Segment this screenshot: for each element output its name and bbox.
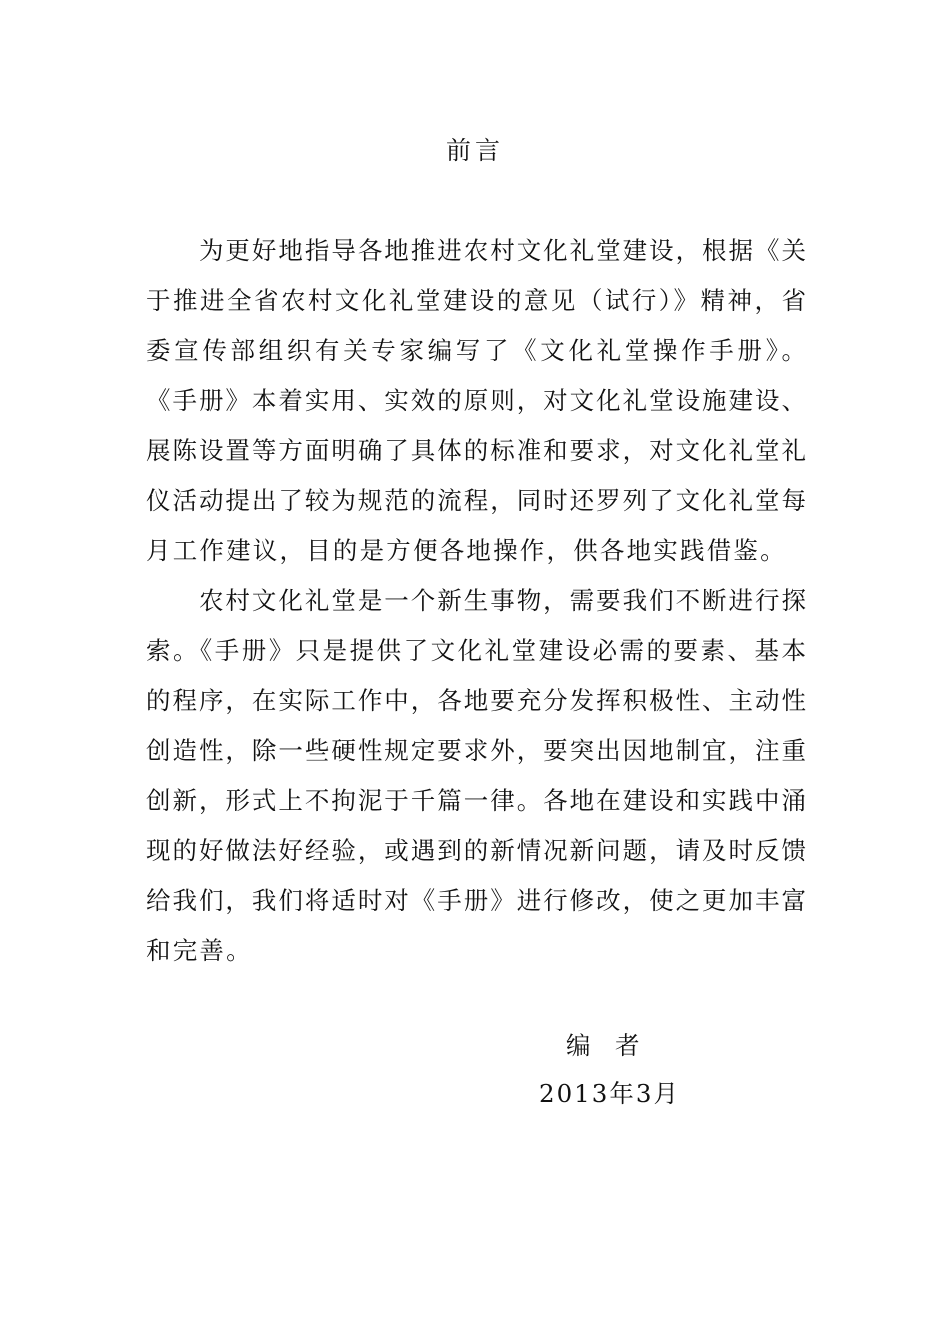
text-line: 为更好地指导各地推进农村文化礼堂建设，根据《关 bbox=[146, 236, 806, 265]
text-line: 农村文化礼堂是一个新生事物，需要我们不断进行探 bbox=[146, 586, 806, 615]
text-line: 月工作建议，目的是方便各地操作，供各地实践借鉴。 bbox=[146, 536, 787, 565]
page-title: 前言 bbox=[445, 136, 504, 165]
text-line: 现的好做法好经验，或遇到的新情况新问题，请及时反馈 bbox=[146, 836, 806, 865]
text-line: 创新，形式上不拘泥于千篇一律。各地在建设和实践中涌 bbox=[146, 786, 806, 815]
text-line: 于推进全省农村文化礼堂建设的意见（试行）》精神，省 bbox=[146, 286, 806, 315]
text-line: 创造性，除一些硬性规定要求外，要突出因地制宜，注重 bbox=[146, 736, 806, 765]
preface-body bbox=[146, 226, 806, 976]
text-line: 和完善。 bbox=[146, 936, 253, 965]
text-line: 展陈设置等方面明确了具体的标准和要求，对文化礼堂礼 bbox=[146, 436, 806, 465]
text-line: 给我们，我们将适时对《手册》进行修改，使之更加丰富 bbox=[146, 886, 806, 915]
text-line: 索。《手册》只是提供了文化礼堂建设必需的要素、基本 bbox=[146, 636, 806, 665]
text-line: 委宣传部组织有关专家编写了《文化礼堂操作手册》。 bbox=[146, 336, 806, 365]
document-date: 2013年3月 bbox=[539, 1079, 680, 1108]
text-line: 的程序，在实际工作中，各地要充分发挥积极性、主动性 bbox=[146, 686, 806, 715]
author-signature: 编 者 bbox=[566, 1031, 640, 1060]
text-line: 仪活动提出了较为规范的流程，同时还罗列了文化礼堂每 bbox=[146, 486, 806, 515]
text-line: 《手册》本着实用、实效的原则，对文化礼堂设施建设、 bbox=[146, 386, 806, 415]
